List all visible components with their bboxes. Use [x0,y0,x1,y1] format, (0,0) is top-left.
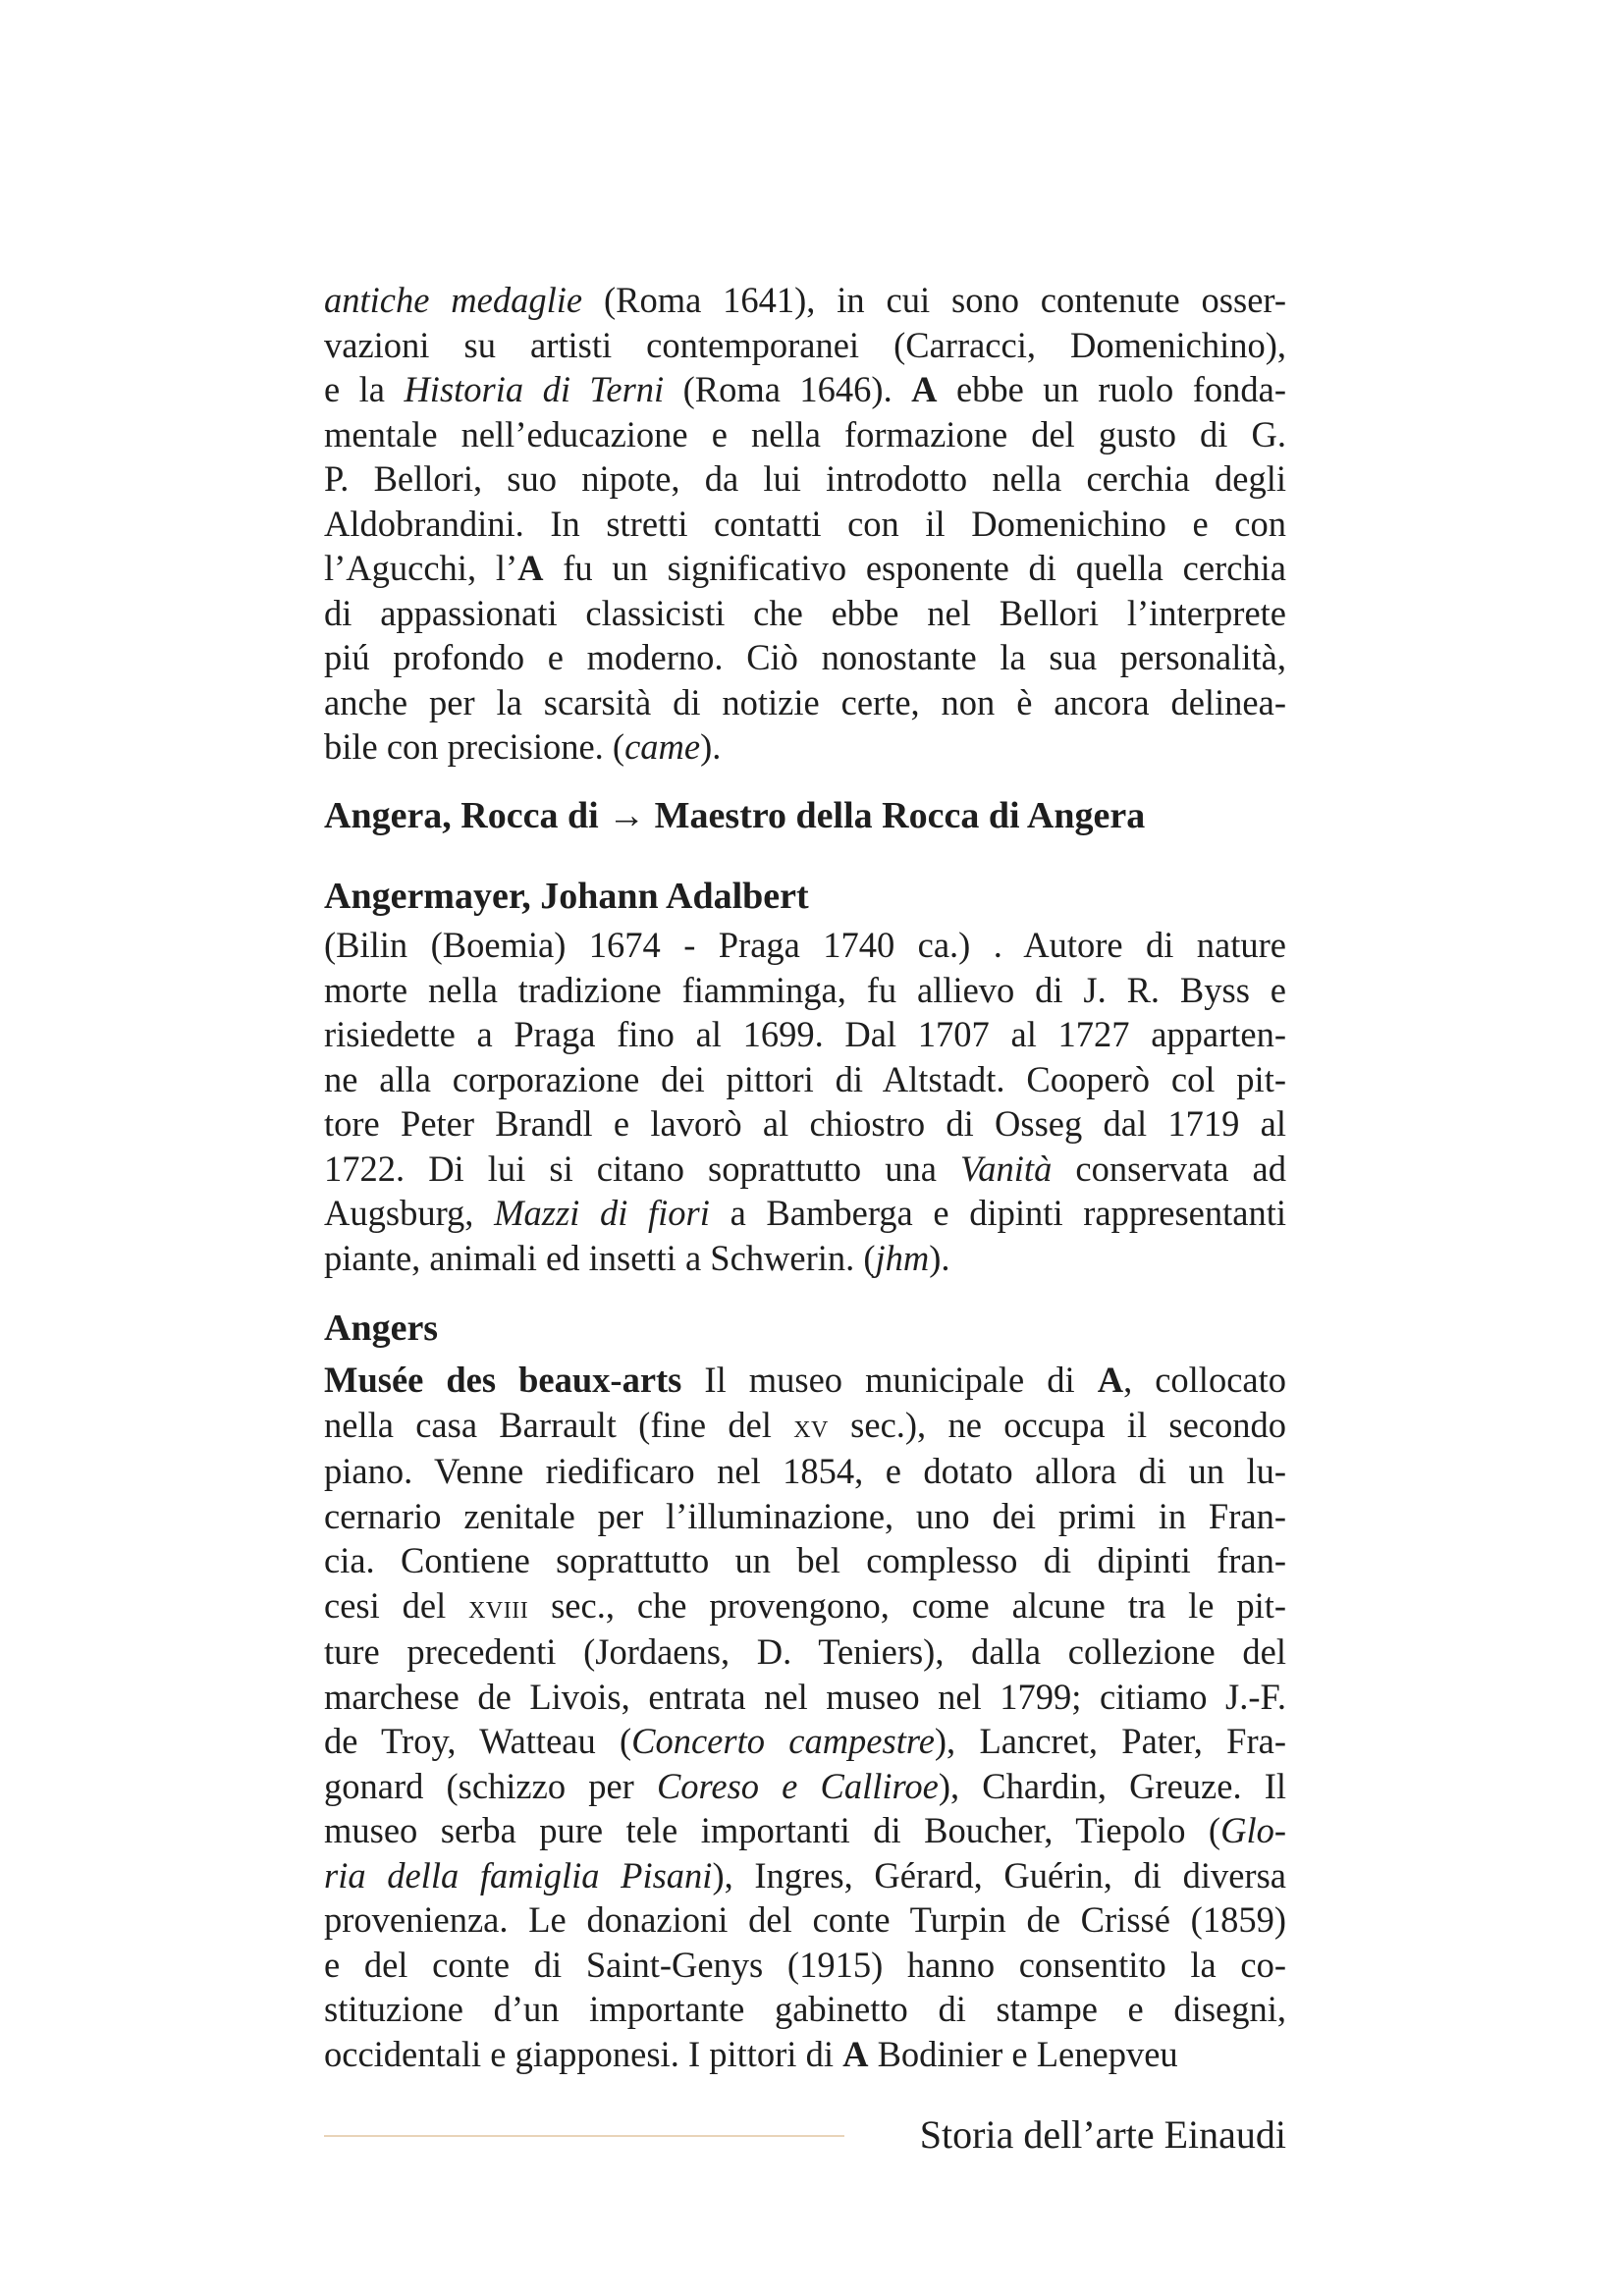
angers-line: cesi del xviii sec., che provengono, come alcune tra le pit- [324,1584,1287,1626]
angers-line: provenienza. Le donazioni del conte Turpin de Crissé (1859) [324,1899,1286,1940]
angers-line: cernario zenitale per l’illuminazione, uno dei primi in Fran- [324,1495,1286,1536]
continuation-line: mentale nell’educazione e nella formazione del gusto di G. [324,413,1286,454]
entry-angers-body [324,1358,1286,2076]
angers-line: museo serba pure tele importanti di Boucher, Tiepolo (Glo- [324,1810,1286,1850]
entry-continuation [324,278,1286,770]
footer-label: Storia dell’arte Einaudi [919,2112,1286,2157]
continuation-line: Aldobrandini. In stretti contatti con il Domenichino e con [324,503,1286,544]
angers-line: gonard (schizzo per Coreso e Calliroe), Chardin, Greuze. Il [324,1765,1286,1806]
angers-line: marchese de Livois, entrata nel museo nel 1799; citiamo J.-F. [324,1676,1286,1717]
angermayer-line: ne alla corporazione dei pittori di Altstadt. Cooperò col pit- [324,1058,1286,1099]
angermayer-line: (Bilin (Boemia) 1674 - Praga 1740 ca.) . Autore di nature [324,925,1286,965]
angers-line: e del conte di Saint-Genys (1915) hanno consentito la co- [324,1944,1286,1985]
angers-line: stituzione d’un importante gabinetto di stampe e disegni, [324,1989,1286,2029]
continuation-line: e la Historia di Terni (Roma 1646). A ebbe un ruolo fonda- [324,369,1286,409]
footer-rule [324,2135,844,2137]
angers-line: occidentali e giapponesi. I pittori di A Bodinier e Lenepveu [324,2033,1178,2074]
angers-line: de Troy, Watteau (Concerto campestre), Lancret, Pater, Fra- [324,1721,1286,1761]
angers-line: nella casa Barrault (fine del xv sec.), ne occupa il secondo [324,1404,1286,1445]
continuation-line: di appassionati classicisti che ebbe nel Bellori l’interprete [324,592,1286,633]
continuation-line: l’Agucchi, l’A fu un significativo esponente di quella cerchia [324,548,1286,588]
angermayer-line: risiedette a Praga fino al 1699. Dal 1707 al 1727 apparten- [324,1014,1286,1054]
angers-line: cia. Contiene soprattutto un bel complesso di dipinti fran- [324,1540,1286,1580]
continuation-line: piú profondo e moderno. Ciò nonostante la sua personalità, [324,637,1286,677]
continuation-line: anche per la scarsità di notizie certe, non è ancora delinea- [324,681,1286,722]
heading-angera-rocca: Angera, Rocca di → Maestro della Rocca di Angera [324,795,1146,836]
heading-angers: Angers [324,1308,439,1349]
angermayer-line: tore Peter Brandl e lavorò al chiostro di Osseg dal 1719 al [324,1103,1286,1144]
angermayer-line: morte nella tradizione fiamminga, fu allievo di J. R. Byss e [324,969,1286,1010]
heading-angermayer: Angermayer, Johann Adalbert [324,876,809,917]
entry-angermayer-body [324,923,1286,1280]
continuation-line: P. Bellori, suo nipote, da lui introdotto nella cerchia degli [324,458,1286,499]
angers-line: Musée des beaux-arts Il museo municipale di A, collocato [324,1360,1286,1400]
continuation-line: antiche medaglie (Roma 1641), in cui sono contenute osser- [324,280,1286,320]
angers-line: ria della famiglia Pisani), Ingres, Gérard, Guérin, di diversa [324,1854,1286,1896]
angers-line: ture precedenti (Jordaens, D. Teniers), dalla collezione del [324,1631,1286,1672]
continuation-line: bile con precisione. (came). [324,726,722,767]
angermayer-line: piante, animali ed insetti a Schwerin. (jhm). [324,1237,950,1278]
continuation-line: vazioni su artisti contemporanei (Carracci, Domenichino), [324,324,1286,365]
angermayer-line: 1722. Di lui si citano soprattutto una Vanità conservata ad [324,1148,1286,1189]
angers-line: piano. Venne riedificaro nel 1854, e dotato allora di un lu- [324,1451,1286,1491]
angermayer-line: Augsburg, Mazzi di fiori a Bamberga e dipinti rappresentanti [324,1193,1286,1233]
